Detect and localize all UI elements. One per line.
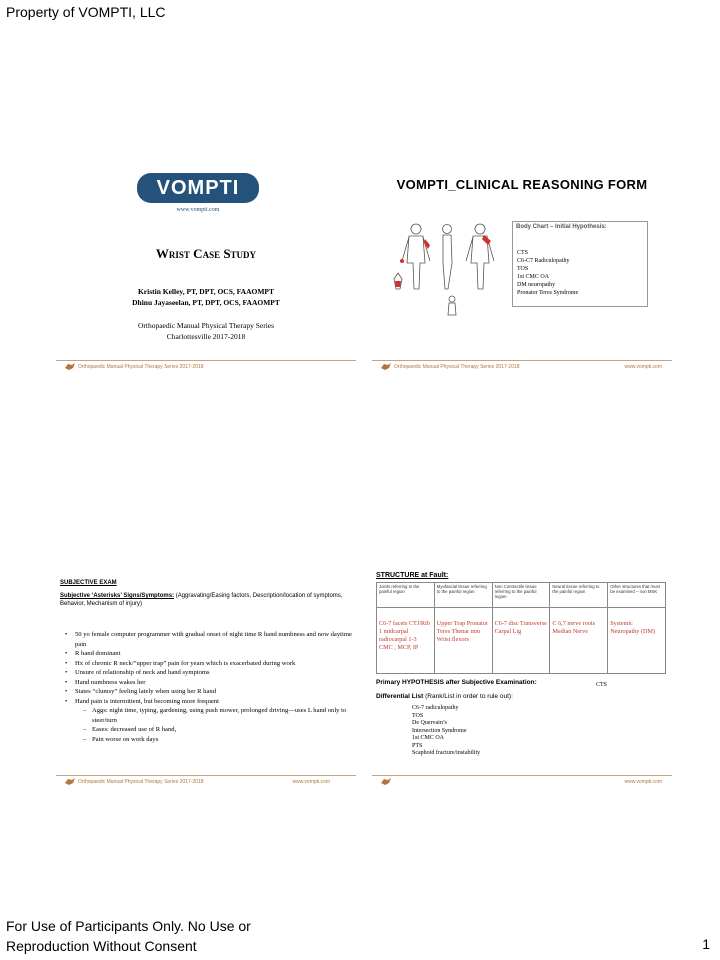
vompti-mark-icon	[64, 362, 76, 372]
hypothesis-item: 1st CMC OA	[517, 274, 550, 280]
hypothesis-item: TOS	[517, 266, 529, 272]
differential-label	[376, 693, 513, 700]
footer-line-2: Reproduction Without Consent	[6, 938, 197, 954]
slide-structure-at-fault	[372, 570, 672, 790]
series-location: Charlottesville 2017-2018	[166, 332, 246, 341]
logo-url: www.vompti.com	[176, 207, 220, 213]
slide-footer-url: www.vompti.com	[624, 779, 662, 785]
authors	[56, 286, 356, 308]
body-chart-figure	[392, 219, 508, 319]
list-item: • Hand numbness wakes her	[62, 678, 352, 688]
sub-list-item: – Eases: decreased use of R hand,	[62, 725, 352, 735]
subheading-rest: (Aggravating/Easing factors, Description/location of symptoms, Behavior, Mechanism of injury)	[60, 593, 343, 607]
slide-clinical-reasoning	[372, 155, 672, 375]
structure-table	[376, 582, 666, 674]
form-title: VOMPTI_CLINICAL REASONING FORM	[396, 177, 648, 192]
primary-hypothesis-value: CTS	[596, 682, 608, 688]
list-item: • Hand pain is intermittent, but becoming more frequent	[62, 697, 352, 707]
symptom-list	[62, 630, 352, 744]
table-cell: C6-7 disc Transverse Carpal Lig	[492, 608, 550, 674]
hypothesis-item: Pronator Teres Syndrome	[517, 290, 579, 296]
table-cell: Upper Trap Pronator Teres Thenar mm Wrist flexors	[434, 608, 492, 674]
page-number: 1	[702, 936, 710, 952]
table-header-row	[377, 583, 666, 608]
subjective-heading: SUBJECTIVE EXAM	[60, 580, 117, 586]
slide-footer-series: Orthopaedic Manual Physical Therapy Series 2017-2018	[394, 364, 520, 370]
list-item: C6-7 radiculopathy	[412, 705, 459, 711]
list-item: • Unsure of relationship of neck and hand symptoms	[62, 668, 352, 678]
hypothesis-item: C6-C7 Radiculopathy	[517, 258, 570, 264]
slide-footer-series: Orthopaedic Manual Physical Therapy Series 2017-2018	[78, 779, 204, 785]
differential-title: Differential List	[376, 693, 424, 700]
list-item: TOS	[412, 712, 424, 719]
hypothesis-header: Body Chart – Initial Hypothesis:	[516, 224, 607, 230]
table-header-cell: Joints referring to the painful region	[377, 583, 435, 608]
author-2: Dhinu Jayaseelan, PT, DPT, OCS, FAAOMPT	[132, 298, 280, 307]
table-header-cell: Neural tissue referring to the painful region	[550, 583, 608, 608]
slide-footer-bar	[372, 360, 672, 375]
subheading-bold: Subjective ‘Asterisks’ Signs/Symptoms:	[60, 593, 175, 599]
table-header-cell: Other structures that must be examined – non MSK	[608, 583, 666, 608]
table-cell: Systemic Neuropathy (DM)	[608, 608, 666, 674]
hypothesis-list	[517, 249, 578, 297]
list-item: • States “clumsy” feeling lately when using her R hand	[62, 687, 352, 697]
slide-title	[56, 155, 356, 375]
vompti-mark-icon	[380, 777, 392, 787]
sub-list-item: – Pain worse on work days	[62, 735, 352, 745]
slide-footer-url: www.vompti.com	[292, 779, 330, 785]
page-header: Property of VOMPTI, LLC	[6, 4, 166, 20]
hypothesis-item: DM neuropathy	[517, 282, 556, 288]
primary-hypothesis-label: Primary HYPOTHESIS after Subjective Examination:	[376, 679, 537, 686]
list-item: 1st CMC OA	[412, 735, 445, 741]
slide-subjective-exam	[56, 570, 356, 790]
slide-footer-bar	[372, 775, 672, 790]
list-item: De Quervain’s	[412, 720, 447, 726]
hypothesis-item: CTS	[517, 250, 529, 256]
page-footer	[6, 916, 406, 956]
sub-list-item: – Aggs: night time, typing, gardening, using push mower, prolonged driving—uses L hand only to steer/turn	[62, 706, 352, 725]
table-cell: C 6,7 nerve roots Median Nerve	[550, 608, 608, 674]
list-item: • Hx of chronic R neck/”upper trap” pain for years which is exacerbated during work	[62, 659, 352, 669]
list-item: • R hand dominant	[62, 649, 352, 659]
hypothesis-box	[512, 221, 648, 307]
table-row	[377, 608, 666, 674]
slide-title-text: Wrist Case Study	[155, 246, 257, 261]
footer-line-1: For Use of Participants Only. No Use or	[6, 918, 251, 934]
table-header-cell: Myofascial tissue referring to the painful region	[434, 583, 492, 608]
list-item: • 50 yo female computer programmer with gradual onset of night time R hand numbness and now daytime pain	[62, 630, 352, 649]
author-1: Kristin Kelley, PT, DPT, OCS, FAAOMPT	[137, 287, 275, 296]
table-cell: C6-7 facets CTJ/Rib 1 midcarpal radiocarpal 1-3 CMC , MCP, IP	[377, 608, 435, 674]
list-item: Scaphoid fracture/instability	[412, 750, 481, 756]
list-item: PTS	[412, 742, 423, 749]
table-header-cell: Non Contractile tissue referring to the painful region	[492, 583, 550, 608]
logo-text: VOMPTI	[156, 177, 240, 199]
list-item: Intersection Syndrome	[412, 727, 467, 734]
differential-list	[412, 705, 480, 758]
series-name: Orthopaedic Manual Physical Therapy Series	[137, 321, 275, 330]
slide-footer-bar	[56, 775, 356, 790]
differential-subtitle: (Rank/List in order to rule out):	[423, 693, 513, 700]
slide-footer-url: www.vompti.com	[624, 364, 662, 370]
structure-title-text: STRUCTURE at Fault:	[376, 572, 449, 579]
structure-title	[376, 572, 448, 579]
vompti-mark-icon	[64, 777, 76, 787]
vompti-logo	[137, 173, 259, 203]
slide-footer-series: Orthopaedic Manual Physical Therapy Series 2017-2018	[78, 364, 204, 370]
series-info	[56, 320, 356, 342]
slide-footer-bar	[56, 360, 356, 375]
vompti-mark-icon	[380, 362, 392, 372]
subjective-subheading	[60, 592, 350, 608]
